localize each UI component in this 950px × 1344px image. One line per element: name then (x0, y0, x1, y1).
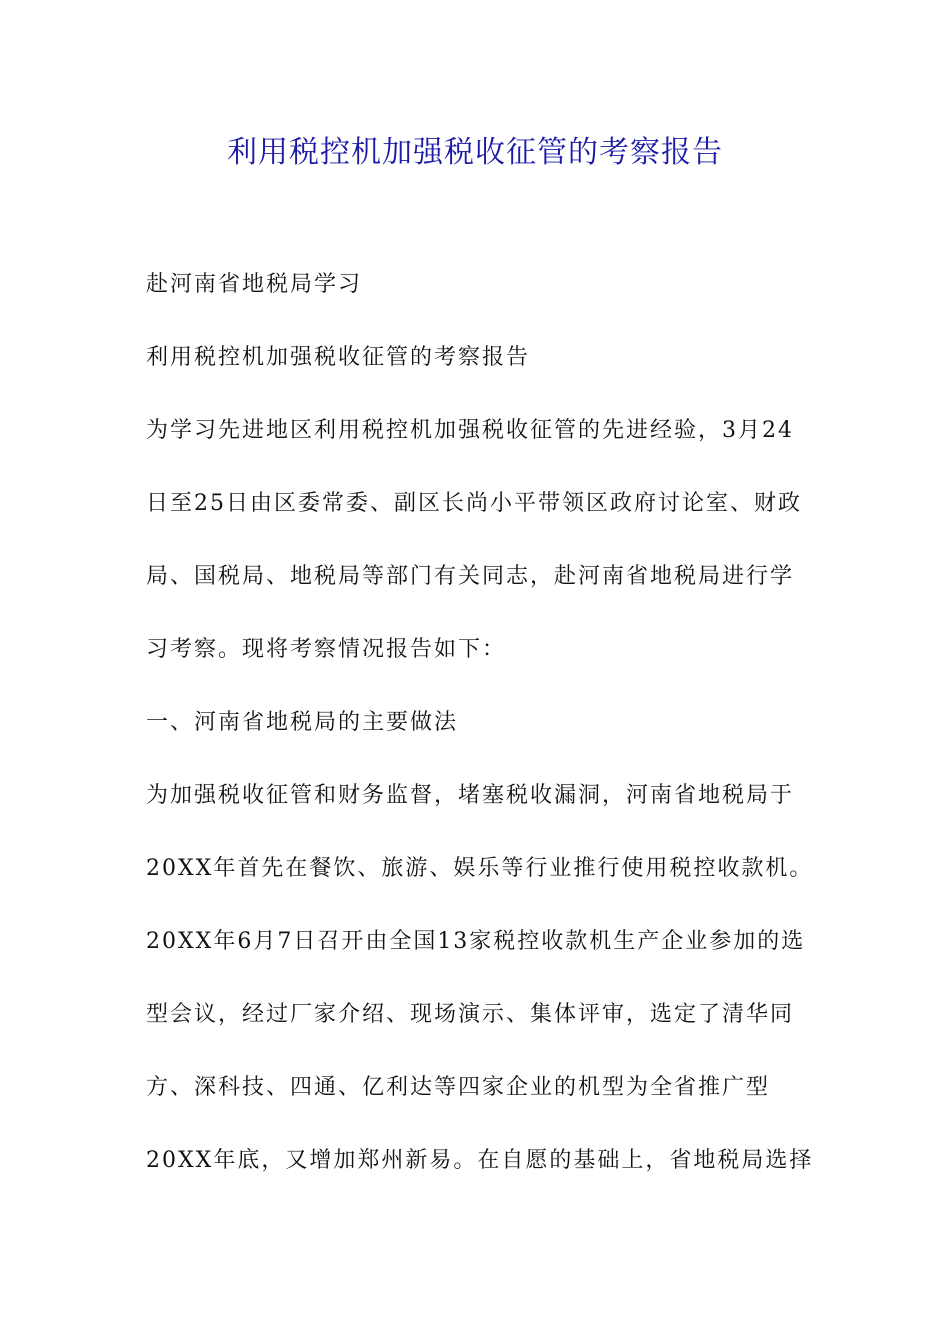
paragraph-line: 为学习先进地区利用税控机加强税收征管的先进经验，3月24 (146, 418, 794, 443)
paragraph-line: 日至25日由区委常委、副区长尚小平带领区政府讨论室、财政 (146, 491, 802, 516)
paragraph-line: 20XX年底，又增加郑州新易。在自愿的基础上，省地税局选择 (146, 1148, 814, 1173)
paragraph-line: 方、深科技、四通、亿利达等四家企业的机型为全省推广型 (146, 1075, 771, 1100)
paragraph-line: 为加强税收征管和财务监督，堵塞税收漏洞，河南省地税局于 (146, 783, 795, 808)
document-body (146, 262, 816, 1211)
section-heading: 一、河南省地税局的主要做法 (146, 710, 459, 735)
paragraph-line: 型会议，经过厂家介绍、现场演示、集体评审，选定了清华同 (146, 1002, 795, 1027)
paragraph-line: 局、国税局、地税局等部门有关同志，赴河南省地税局进行学 (146, 564, 795, 589)
paragraph-line: 20XX年6月7日召开由全国13家税控收款机生产企业参加的选 (146, 929, 806, 954)
paragraph-line: 习考察。现将考察情况报告如下： (146, 637, 507, 662)
paragraph-line: 赴河南省地税局学习 (146, 272, 363, 297)
paragraph-line: 利用税控机加强税收征管的考察报告 (146, 345, 531, 370)
paragraph-line: 20XX年首先在餐饮、旅游、娱乐等行业推行使用税控收款机。 (146, 856, 814, 881)
document-title: 利用税控机加强税收征管的考察报告 (227, 135, 723, 170)
